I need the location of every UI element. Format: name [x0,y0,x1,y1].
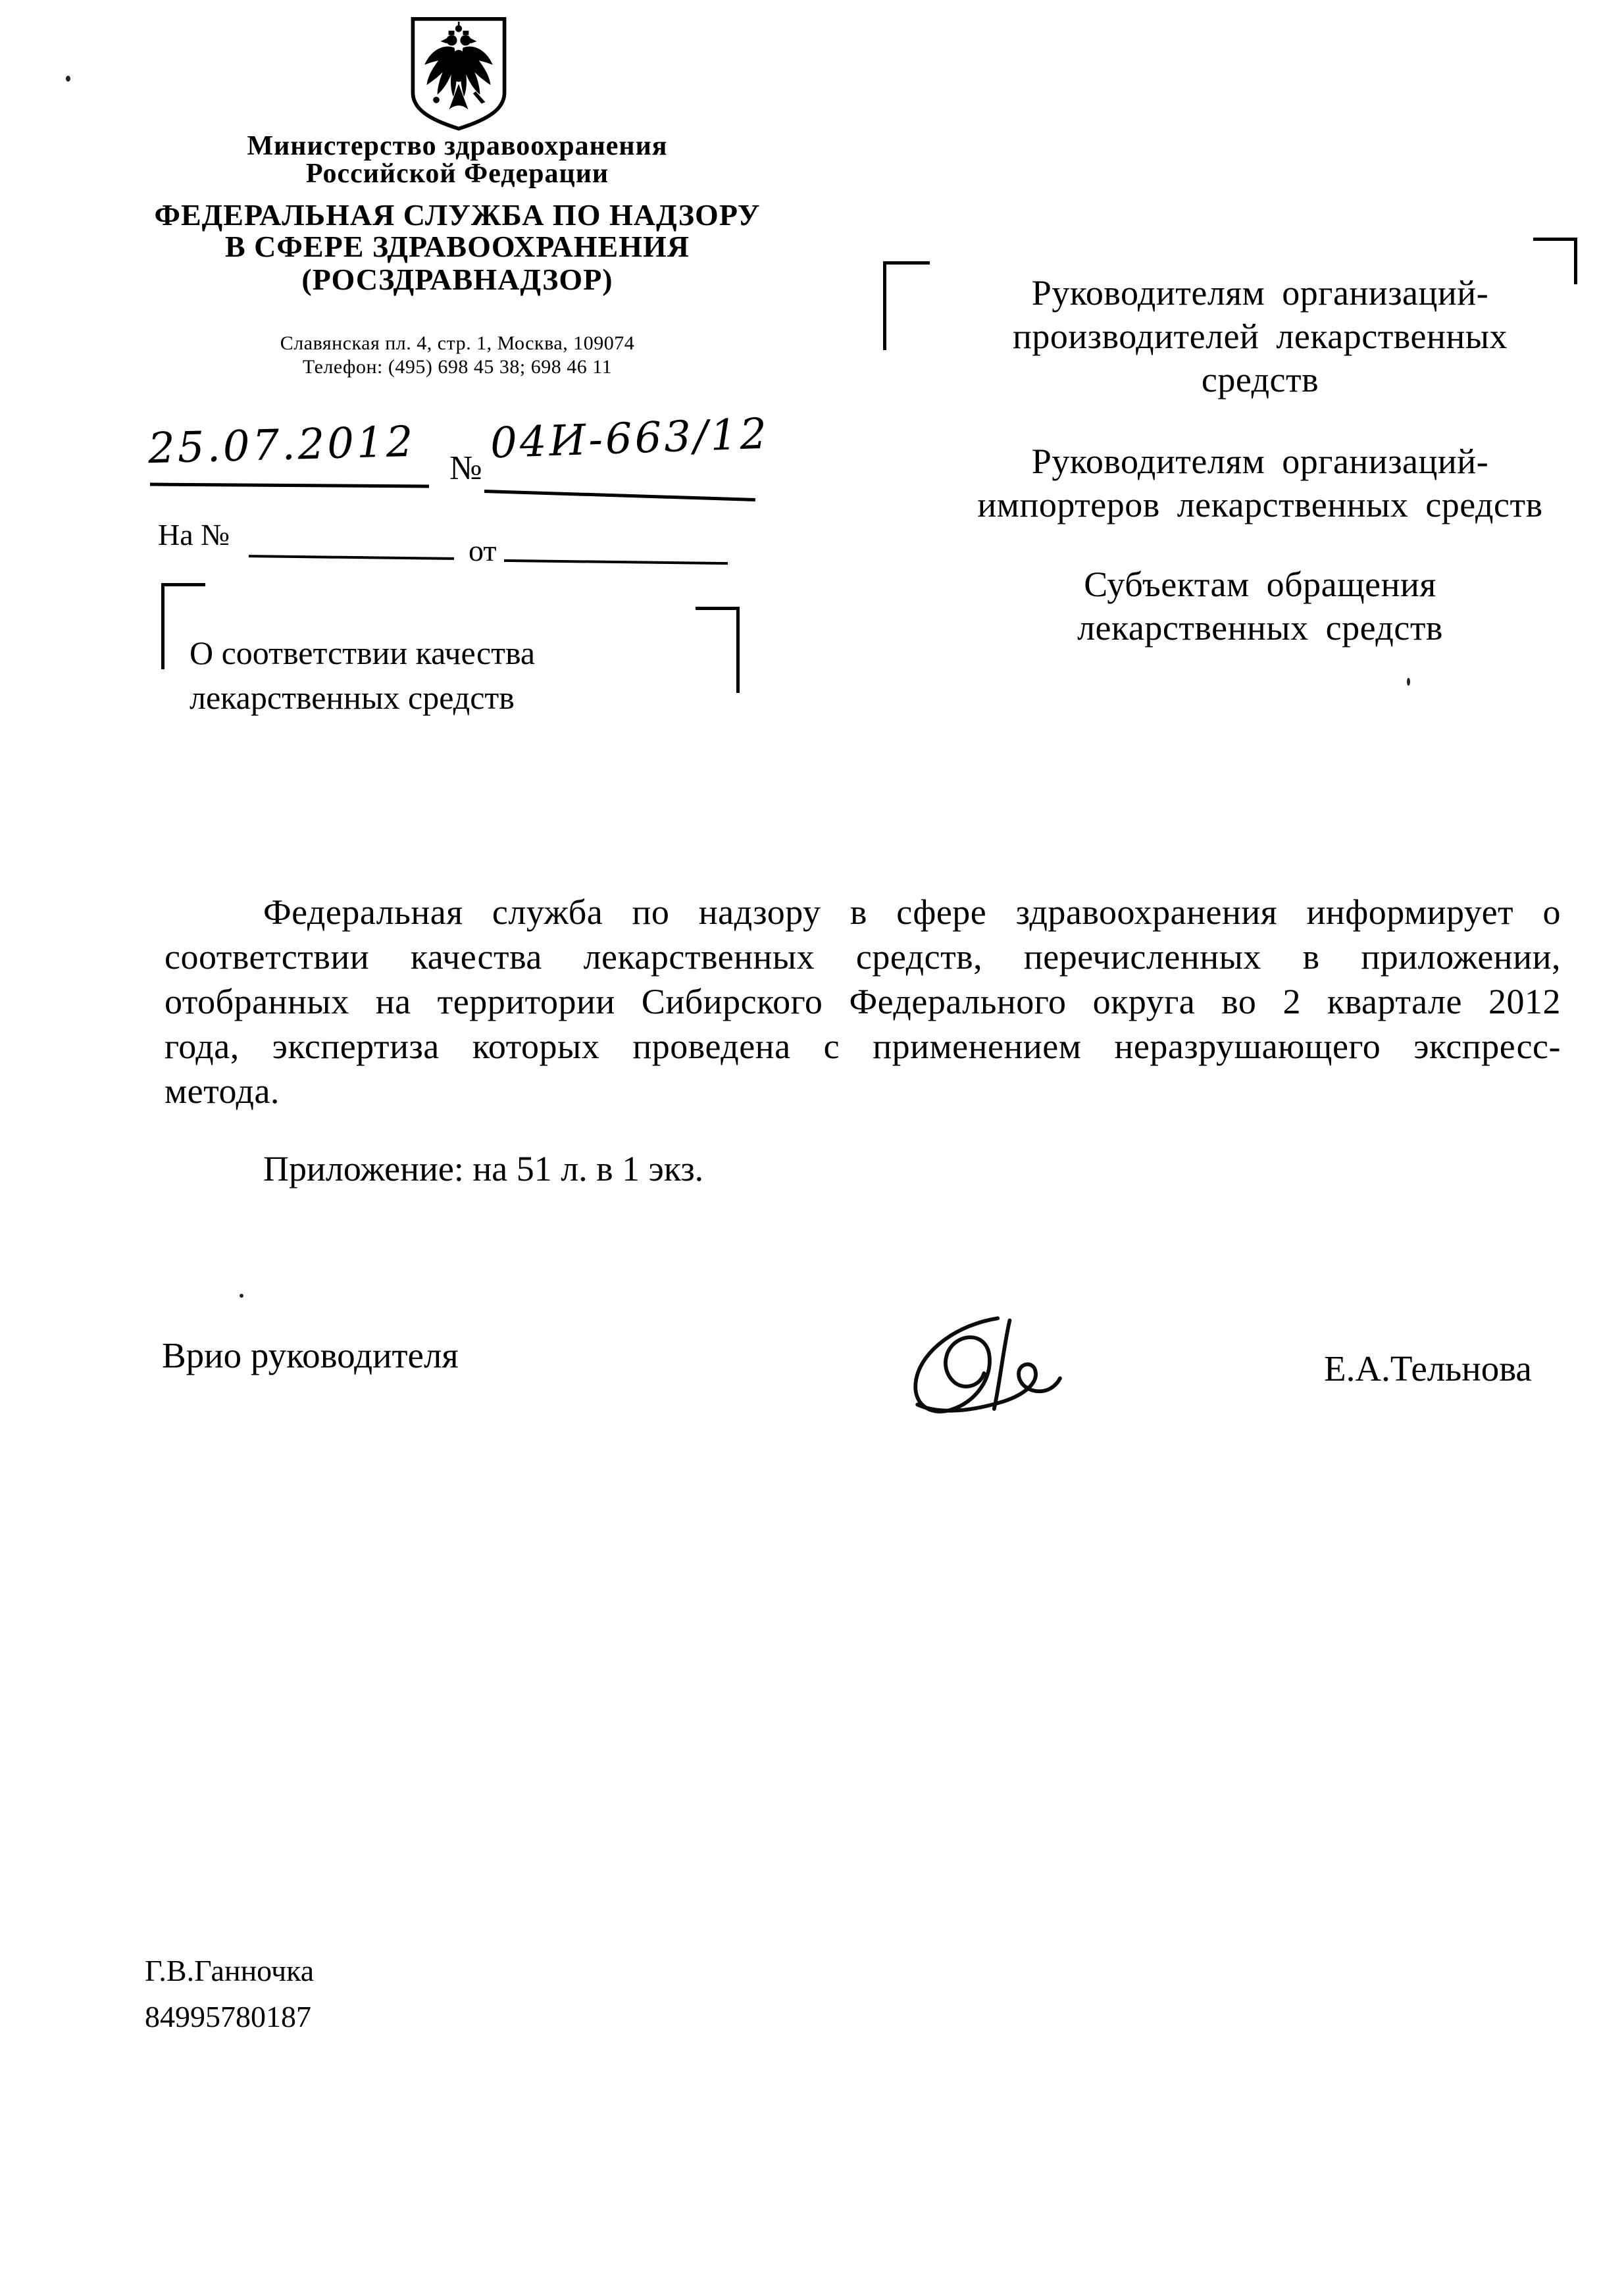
executor-name: Г.В.Ганночка [145,1954,315,1987]
addressee-line: Руководителям организаций- [1031,273,1489,313]
service-name-line2: В СФЕРЕ ЗДРАВООХРАНЕНИЯ [225,230,690,263]
signer-name: Е.А.Тельнова [1324,1348,1532,1389]
subject-line: лекарственных средств [190,679,515,716]
reply-from-label: от [469,534,497,567]
addressee-block-circulation-subjects [948,563,1573,650]
letterhead-address: Славянская пл. 4, стр. 1, Москва, 109074 [280,332,635,354]
reply-date-underline [504,559,728,565]
body-line: отобранных на территории Сибирского Федерального округа во 2 квартале 2012 [165,982,1561,1021]
signature-scribble-icon [852,1298,1095,1436]
addressee-line: лекарственных средств [1077,608,1443,648]
number-sign: № [449,449,482,487]
service-name-line3: (РОСЗДРАВНАДЗОР) [301,263,613,296]
addressee-line: производителей лекарственных [1012,317,1508,356]
reply-number-underline [249,555,454,560]
subject-line: О соответствии качества [190,634,536,671]
addressee-block-importers [948,440,1573,526]
outgoing-date-handwritten: 25.07.2012 [147,417,417,474]
number-underline [484,490,755,501]
addressee-line: средств [1201,360,1319,399]
letterhead-phone: Телефон: (495) 698 45 38; 698 46 11 [302,356,613,378]
reply-to-label: На № [158,518,230,551]
date-underline [150,483,429,488]
ministry-name-line2: Российской Федерации [305,159,609,189]
scan-speck [1407,678,1410,686]
ministry-name-line1: Министерство здравоохранения [247,131,668,161]
subject-block [190,630,782,720]
service-name-line1: ФЕДЕРАЛЬНАЯ СЛУЖБА ПО НАДЗОРУ [154,198,761,232]
outgoing-number-handwritten: 04И-663/12 [489,409,771,469]
addressee-line: Руководителям организаций- [1031,442,1489,481]
body-line: метода. [165,1071,280,1111]
executor-phone: 84995780187 [145,2000,311,2033]
body-line: года, экспертиза которых проведена с применением неразрушающего экспресс- [165,1027,1561,1066]
addressee-line: импортеров лекарственных средств [977,485,1543,524]
body-paragraph [165,890,1561,1113]
signer-position-title: Врио руководителя [162,1335,459,1375]
addressee-zone-corner-left [883,261,930,350]
body-line: Федеральная служба по надзору в сфере здравоохранения информирует о [263,892,1561,932]
attachment-note: Приложение: на 51 л. в 1 экз. [263,1149,704,1188]
scan-speck [66,76,70,82]
addressee-line: Субъектам обращения [1084,565,1436,604]
scan-speck [240,1294,243,1298]
russian-coat-of-arms-icon [405,16,512,133]
addressee-block-manufacturers [948,271,1573,401]
body-line: соответствии качества лекарственных средств, перечисленных в приложении, [165,937,1561,977]
